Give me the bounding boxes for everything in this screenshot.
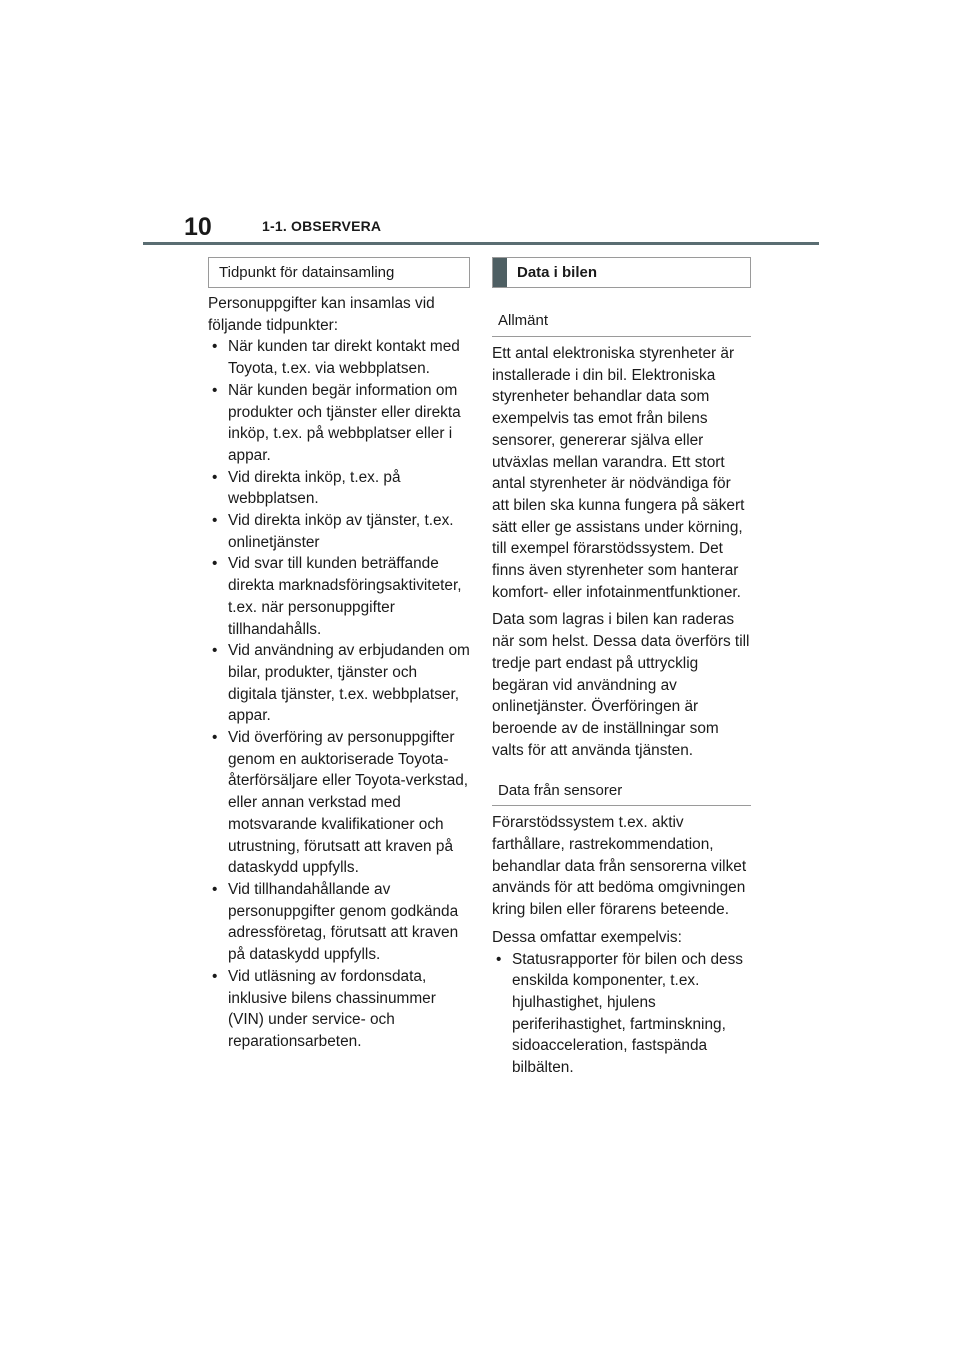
general-paragraph: Ett antal elektroniska styrenheter är installerade i din bil. Elektroniska styrenheter behandlar data som exempelvis tas emot från bilens sensorer, genererar själva eller utväxlas mellan varandra. Ett stort antal styrenheter är nödvändiga för att bilen ska kunna fungera på säkert sätt eller ge assistans under körning, till exempel förarstödssystem. Det finns även styrenheter som hanterar komfort- eller infotainmentfunktioner.: [492, 345, 745, 601]
list-item: • Vid direkta inköp, t.ex. på webbplatsen.: [208, 467, 470, 510]
right-column: [492, 257, 751, 1079]
left-column: [208, 257, 470, 1053]
collection-times-list: [208, 336, 470, 1052]
sensors-paragraph: Dessa omfattar exempelvis:: [492, 928, 682, 946]
list-item: • Vid utläsning av fordonsdata, inklusive bilens chassinummer (VIN) under service- och reparationsarbeten.: [208, 966, 470, 1053]
list-item: • När kunden begär information om produkter och tjänster eller direkta inköp, t.ex. på webbplatser eller i appar.: [208, 380, 470, 467]
list-item: • Vid tillhandahållande av personuppgifter genom godkända adressföretag, förutsatt att kraven på dataskydd uppfylls.: [208, 879, 470, 966]
general-paragraph: Data som lagras i bilen kan raderas när som helst. Dessa data överförs till tredje part endast på uttrycklig begäran vid användning av onlinetjänster. Överföringen är beroende av de inställningar som valts för att använda tjänsten.: [492, 611, 750, 759]
intro-paragraph: Personuppgifter kan insamlas vid följande tidpunkter:: [208, 295, 435, 334]
sensor-data-list: [492, 949, 751, 1079]
sensors-paragraph: Förarstödssystem t.ex. aktiv farthållare, rastrekommendation, behandlar data från sensorerna vilket används för att bedöma omgivningen kring bilen eller förarens beteende.: [492, 814, 747, 919]
page-number: 10: [184, 213, 212, 241]
list-item: • Statusrapporter för bilen och dess enskilda komponenter, t.ex. hjulhastighet, hjulens periferihastighet, fartminskning, sidoacceleration, fastspända bilbälten.: [492, 949, 751, 1079]
list-item: • Vid användning av erbjudanden om bilar, produkter, tjänster och digitala tjänster, t.ex. webbplatser, appar.: [208, 640, 470, 727]
list-item: • När kunden tar direkt kontakt med Toyota, t.ex. via webbplatsen.: [208, 336, 470, 379]
header-divider: [143, 242, 819, 245]
sensors-subheading-label: Data från sensorer: [498, 781, 623, 799]
list-item: • Vid direkta inköp av tjänster, t.ex. onlinetjänster: [208, 510, 470, 553]
list-item: • Vid överföring av personuppgifter genom en auktoriserade Toyota-återförsäljare eller Toyota-verkstad, eller annan verkstad med motsvarande kvalifikationer och utrustning, förutsatt att kraven på dataskydd uppfylls.: [208, 727, 470, 879]
heading-accent-bar: [493, 258, 507, 287]
vehicle-data-title: Data i bilen: [517, 263, 598, 281]
section-title: 1-1. OBSERVERA: [262, 218, 382, 234]
sensors-subheading: [492, 775, 751, 806]
list-item: • Vid svar till kunden beträffande direkta marknadsföringsaktiviteter, t.ex. när personuppgifter tillhandahålls.: [208, 553, 470, 640]
vehicle-data-heading: [492, 257, 751, 288]
general-subheading: [492, 306, 751, 337]
data-collection-time-heading: [208, 257, 470, 288]
data-collection-time-title: Tidpunkt för datainsamling: [219, 263, 395, 281]
general-subheading-label: Allmänt: [498, 312, 549, 330]
